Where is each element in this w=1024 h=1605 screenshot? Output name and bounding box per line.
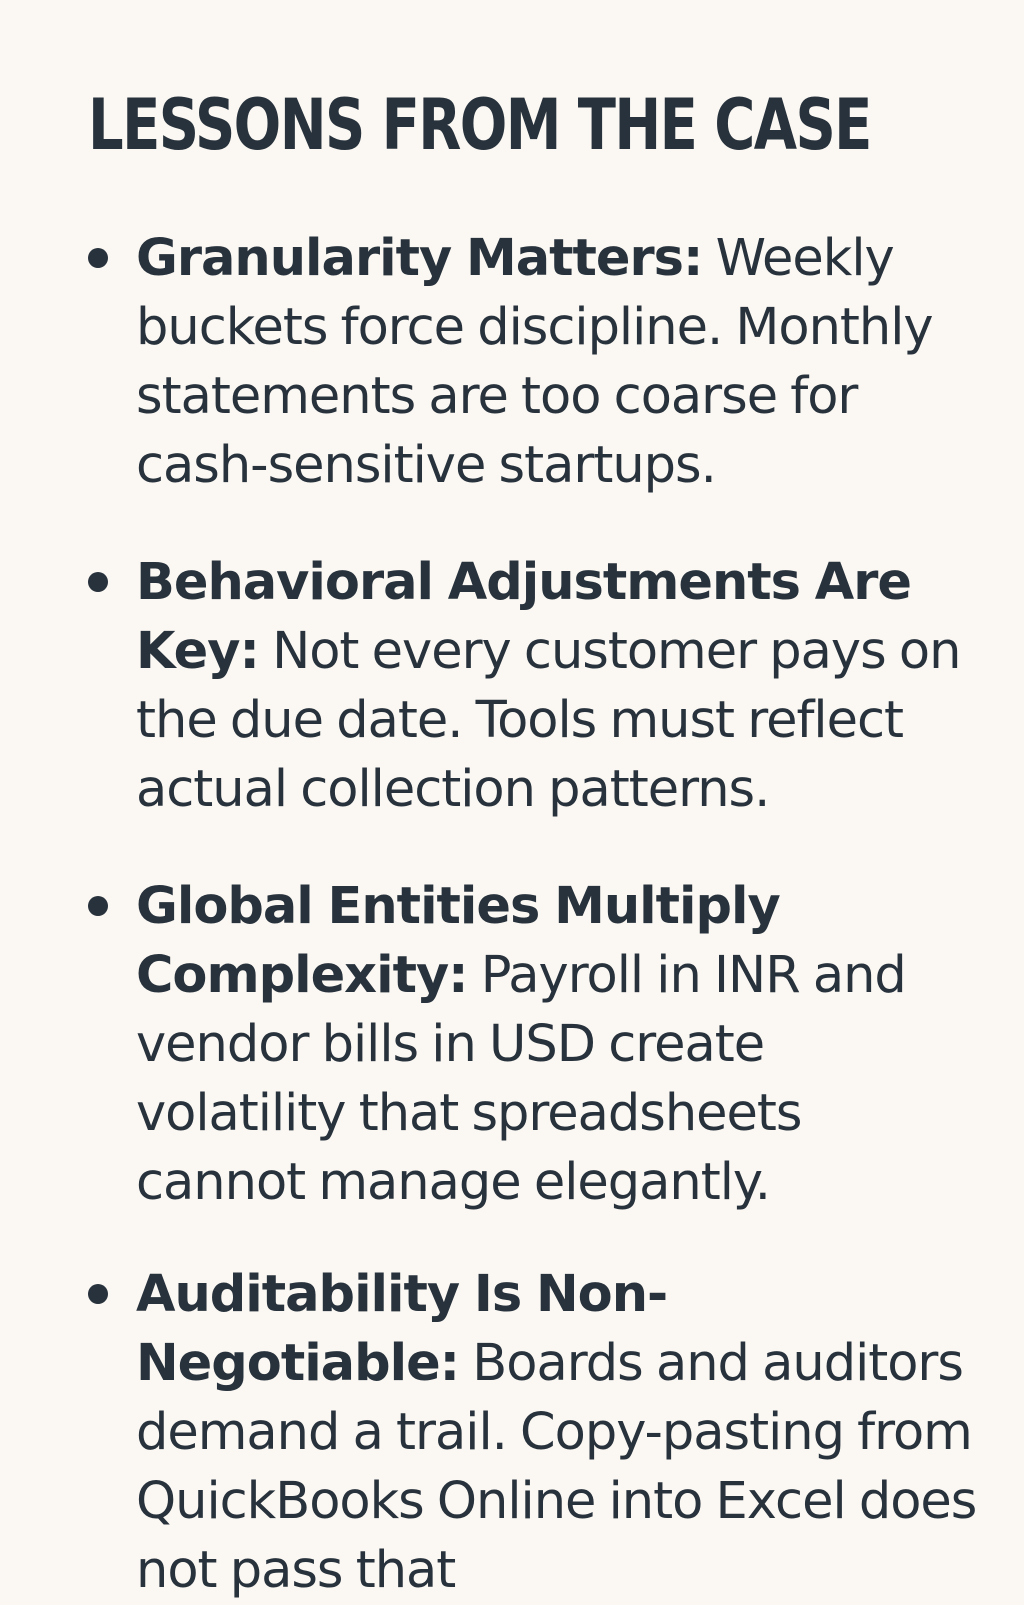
bullet-icon: [88, 1284, 108, 1304]
lesson-item-global-entities: [136, 872, 978, 1217]
lesson-text: Boards and auditors demand a trail. Copy-pasting from QuickBooks Online into Excel does not pass that: [136, 1334, 977, 1600]
bullet-icon: [88, 896, 108, 916]
bullet-icon: [88, 248, 108, 268]
bullet-icon: [88, 572, 108, 592]
lesson-term: Behavioral Adjustments Are Key:: [136, 553, 911, 681]
lesson-term: Granularity Matters:: [136, 229, 703, 288]
lesson-term: Auditability Is Non-Negotiable:: [136, 1265, 668, 1393]
lesson-text: Payroll in INR and vendor bills in USD create volatility that spreadsheets cannot manage elegantly.: [136, 946, 906, 1212]
page-title: LESSONS FROM THE CASE: [88, 84, 871, 166]
lesson-item-behavioral: [136, 548, 978, 824]
lesson-item-auditability: [136, 1260, 978, 1605]
lesson-item-granularity: [136, 224, 978, 500]
lesson-text: Weekly buckets force discipline. Monthly statements are too coarse for cash-sensitive startups.: [136, 229, 933, 495]
lesson-text: Not every customer pays on the due date. Tools must reflect actual collection patterns.: [136, 622, 961, 819]
lesson-term: Global Entities Multiply Complexity:: [136, 877, 780, 1005]
